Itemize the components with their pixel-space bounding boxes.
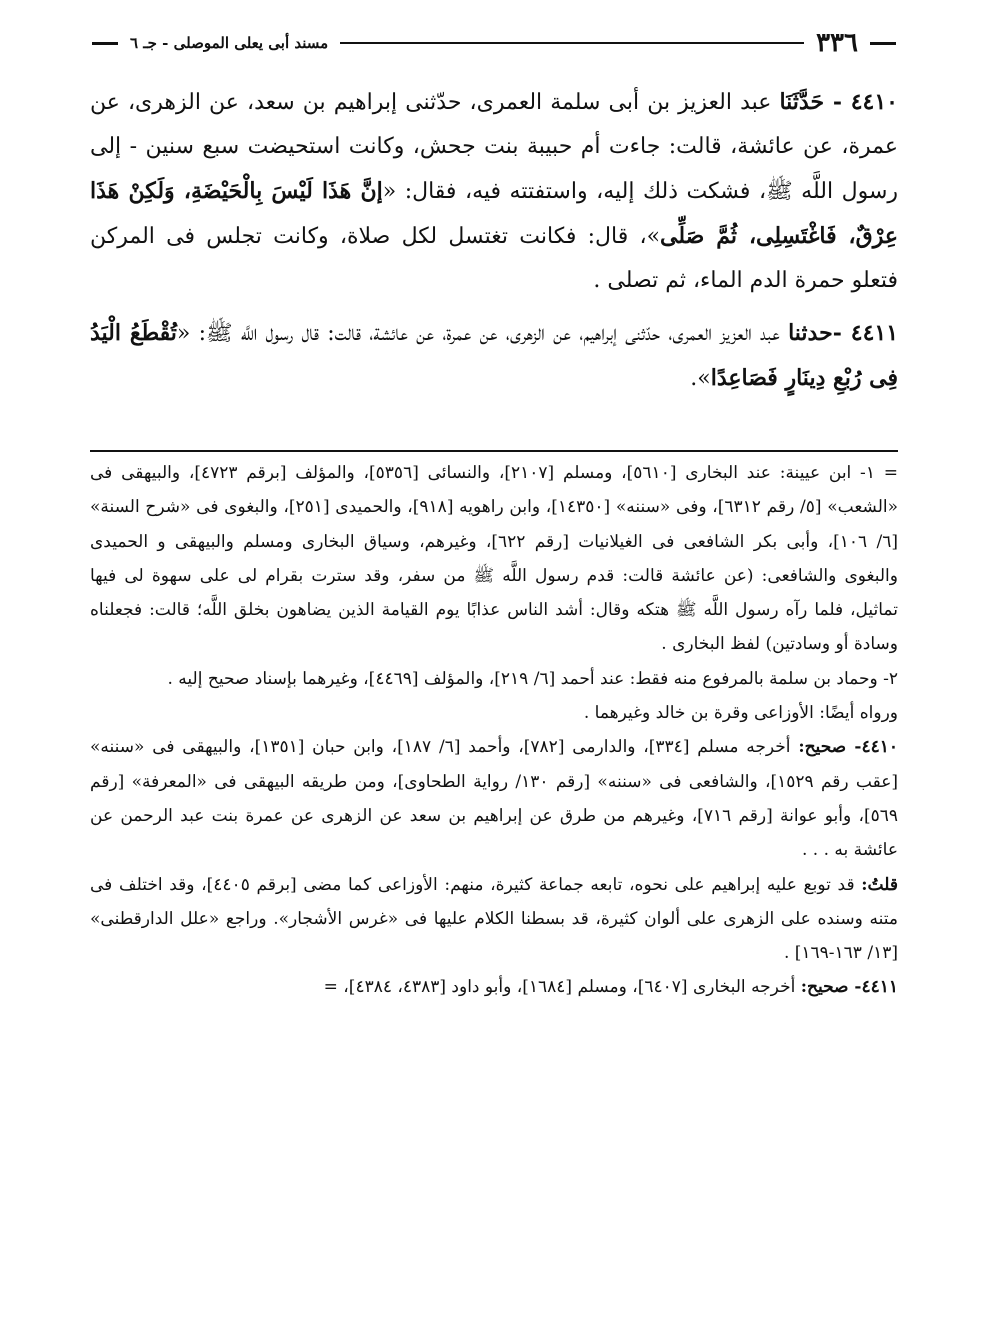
footnote bbox=[90, 868, 898, 971]
hadith-number: ٤٤١١ bbox=[850, 320, 899, 346]
hadith-dash: - bbox=[824, 89, 851, 115]
footnote-text: قد توبع عليه إبراهيم على نحوه، تابعه جماعة كثيرة، منهم: الأوزاعى كما مضى [برقم ٤٤٠٥]، وقد اختلف فى متنه وسنده على الزهرى على ألوان كثيرة، قد بسطنا الكلام عليها فى «غرس الأشجار». وراجع «علل الدارقطنى» [١٣/ ١٦٣-١٦٩] . bbox=[90, 874, 898, 964]
hadith-number: ٤٤١٠ bbox=[850, 89, 898, 115]
footnote-lead: قلتُ: bbox=[861, 874, 898, 895]
haddathana: حَدَّثَنَا bbox=[779, 89, 825, 115]
haddathana: حدثنا bbox=[788, 320, 833, 346]
footnotes bbox=[90, 456, 898, 1005]
footnote-text: أخرجه مسلم [٣٣٤]، والدارمى [٧٨٢]، وأحمد [٦/ ١٨٧]، وابن حبان [١٣٥١]، والبيهقى فى «سننه» [عقب رقم ١٥٢٩]، والشافعى فى «سننه» [رقم ١٣٠/ رواية الطحاوى]، ومن طريقه البيهقى فى «المعرفة» [رقم ٥٦٩]، وأبو عوانة [رقم ٧١٦]، وغيرهم من طرق عن إبراهيم بن سعد عن الزهرى عن عمرة بنت عبد الرحمن عن عائشة به . . . bbox=[90, 737, 899, 861]
header-rule bbox=[340, 42, 804, 44]
page-header bbox=[92, 28, 896, 58]
footnote-text: ٢- وحماد بن سلمة بالمرفوع منه فقط: عند أحمد [٦/ ٢١٩]، والمؤلف [٤٤٦٩]، وغيرهما بإسناد صحيح إليه . bbox=[167, 668, 898, 689]
hadith-4411 bbox=[90, 311, 898, 401]
hadith-dash: - bbox=[832, 320, 851, 346]
footnote-separator bbox=[90, 450, 898, 452]
hadith-4410 bbox=[90, 80, 898, 303]
page-number: ٣٣٦ bbox=[816, 28, 858, 58]
hadith-after: ». bbox=[690, 366, 711, 391]
footnote-text: = ١- ابن عيينة: عند البخارى [٥٦١٠]، ومسلم [٢١٠٧]، والنسائى [٥٣٥٦]، والمؤلف [برقم ٤٧٢٣]، والبيهقى فى «الشعب» [٥/ رقم ٦٣١٢]، وفى «سننه» [١٤٣٥٠]، وابن راهويه [٩١٨]، والحميدى [٢٥١]، والبغوى فى «شرح السنة» [٦/ ١٠٦]، وأبى بكر الشافعى فى الغيلانيات [رقم ٦٢٢]، وغيرهم، وسياق البخارى ومسلم والبيهقى و الحميدى والبغوى والشافعى: (عن عائشة قالت: قدم رسول اللَّه ﷺ من سفر، وقد سترت بقرام لى على سهوة لى فيها تماثيل، فلما رآه رسول اللَّه ﷺ هتكه وقال: أشد الناس عذابًا يوم القيامة الذين يضاهون بخلق اللَّه؛ قالت: فجعلناه وسادة أو وسادتين) لفظ البخارى . bbox=[90, 463, 899, 655]
footnote bbox=[90, 456, 898, 662]
header-dash-end bbox=[92, 42, 118, 45]
hadith-text: عبد العزيز العمرى، حدّثنى إبراهيم، عن الزهرى، عن عمرة، عن عائشة، قالت: قال رسول اللَّه ﷺ: « bbox=[176, 321, 789, 346]
footnote-lead: ٤٤١٠- صحيح: bbox=[798, 737, 898, 758]
main-text bbox=[90, 80, 898, 409]
footnote-lead: ٤٤١١- صحيح: bbox=[800, 977, 898, 998]
footnote-text: أخرجه البخارى [٦٤٠٧]، ومسلم [١٦٨٤]، وأبو داود [٤٣٨٣، ٤٣٨٤]، = bbox=[323, 977, 801, 998]
hadith-text: عبد العزيز بن أبى سلمة العمرى، حدّثنى إبراهيم بن سعد، عن الزهرى، عن عمرة، عن عائشة، قالت: جاءت أم حبيبة بنت جحش، وكانت استحيضت سبع سنين - إلى رسول اللَّه ﷺ، فشكت ذلك إليه، واستفتته فيه، فقال: « bbox=[90, 90, 898, 204]
running-title: مسند أبى يعلى الموصلى - جـ ٦ bbox=[130, 34, 329, 52]
footnote-text: ورواه أيضًا: الأوزاعى وقرة بن خالد وغيرهما . bbox=[583, 703, 898, 724]
hadith-quote: إنَّ هَذَا لَيْسَ بِالْحَيْضَةِ، وَلَكِنْ هَذَا عِرْقٌ، فَاغْتَسِلِى، ثُمَّ صَلِّى bbox=[90, 178, 898, 249]
footnote bbox=[90, 730, 898, 867]
hadith-quote: تُقْطَعُ الْيَدُ فِى رُبْعِ دِينَارٍ فَصَاعِدًا bbox=[90, 320, 898, 391]
hadith-after: »، قال: فكانت تغتسل لكل صلاة، وكانت تجلس فى المركن فتعلو حمرة الدم الماء، ثم تصلى . bbox=[90, 224, 898, 293]
footnote bbox=[90, 696, 898, 730]
footnote bbox=[90, 970, 898, 1004]
footnote bbox=[90, 662, 898, 696]
header-dash bbox=[870, 42, 896, 45]
